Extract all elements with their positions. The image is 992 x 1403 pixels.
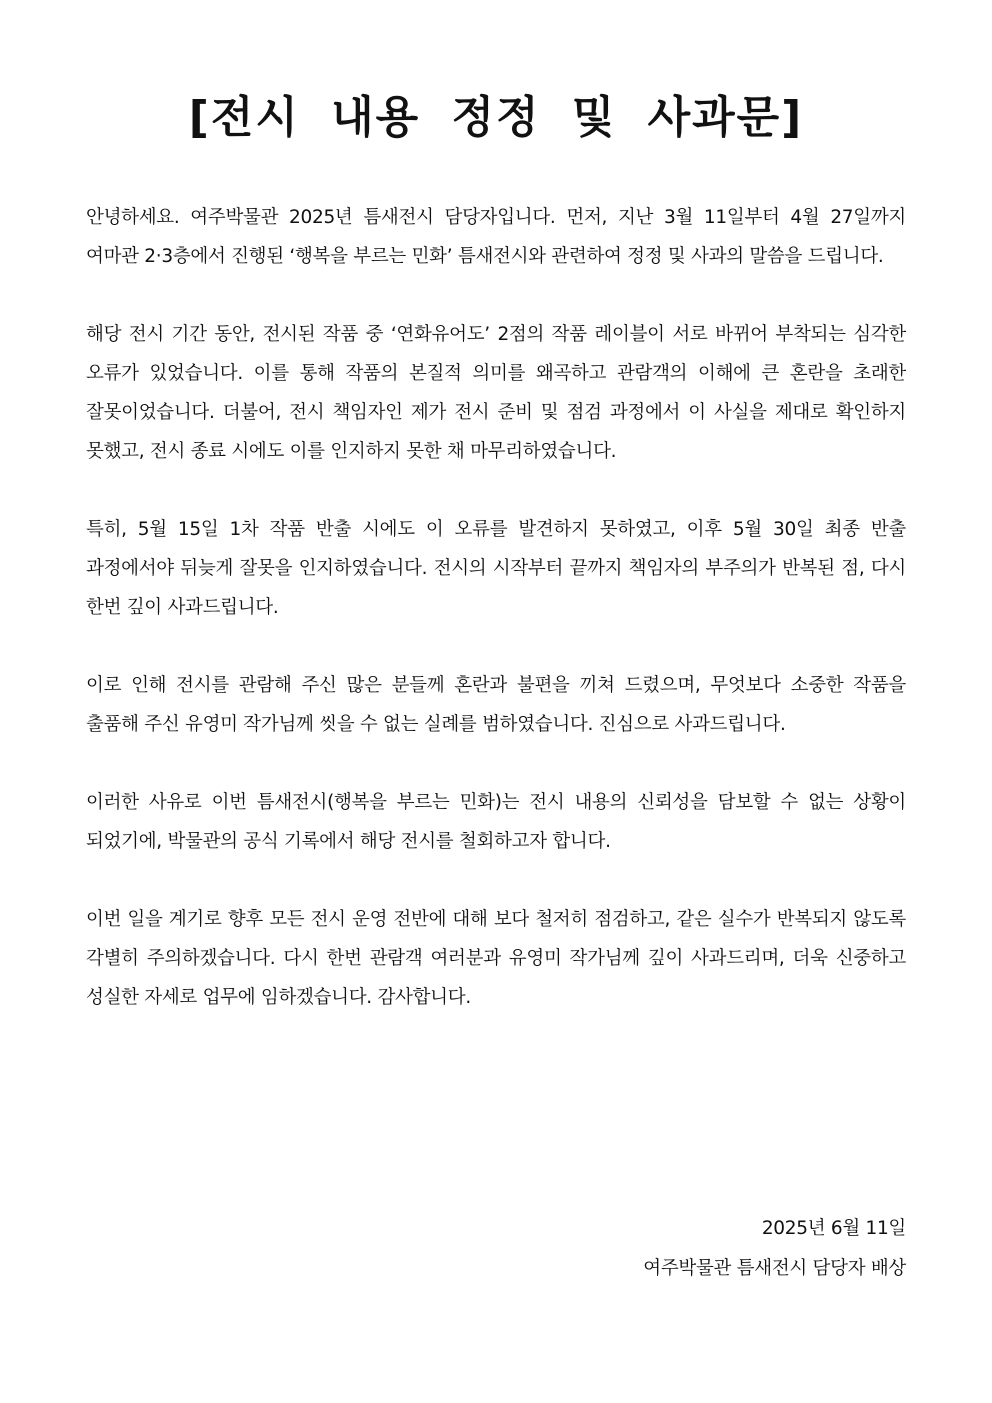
- document-page: [86, 0, 906, 1403]
- document-signature: 여주박물관 틈새전시 담당자 배상: [643, 1258, 906, 1279]
- document-date: 2025년 6월 11일: [761, 1218, 906, 1239]
- paragraph-withdrawal: 이러한 사유로 이번 틈새전시(행복을 부르는 민화)는 전시 내용의 신뢰성을 담보할 수 없는 상황이 되었기에, 박물관의 공식 기록에서 해당 전시를 철회하고자 합니다.: [86, 792, 906, 852]
- document-body: [86, 198, 906, 1056]
- paragraph-closing: 이번 일을 계기로 향후 모든 전시 운영 전반에 대해 보다 철저히 점검하고, 같은 실수가 반복되지 않도록 각별히 주의하겠습니다. 다시 한번 관람객 여러분과 유영미 작가님께 깊이 사과드리며, 더욱 신중하고 성실한 자세로 업무에 임하겠습니다. 감사합니다.: [86, 909, 906, 1008]
- page-title: [전시 내용 정정 및 사과문]: [188, 92, 804, 143]
- paragraph-greeting: 안녕하세요. 여주박물관 2025년 틈새전시 담당자입니다. 먼저, 지난 3월 11일부터 4월 27일까지 여마관 2·3층에서 진행된 ‘행복을 부르는 민화’ 틈새전시와 관련하여 정정 및 사과의 말씀을 드립니다.: [86, 207, 906, 267]
- signature-block: [86, 1209, 906, 1289]
- paragraph-error-description: 해당 전시 기간 동안, 전시된 작품 중 ‘연화유어도’ 2점의 작품 레이블이 서로 바뀌어 부착되는 심각한 오류가 있었습니다. 이를 통해 작품의 본질적 의미를 왜곡하고 관람객의 이해에 큰 혼란을 초래한 잘못이었습니다. 더불어, 전시 책임자인 제가 전시 준비 및 점검 과정에서 이 사실을 제대로 확인하지 못했고, 전시 종료 시에도 이를 인지하지 못한 채 마무리하였습니다.: [86, 324, 906, 462]
- paragraph-discovery: 특히, 5월 15일 1차 작품 반출 시에도 이 오류를 발견하지 못하였고, 이후 5월 30일 최종 반출 과정에서야 뒤늦게 잘못을 인지하였습니다. 전시의 시작부터 끝까지 책임자의 부주의가 반복된 점, 다시 한번 깊이 사과드립니다.: [86, 519, 906, 618]
- paragraph-apology: 이로 인해 전시를 관람해 주신 많은 분들께 혼란과 불편을 끼쳐 드렸으며, 무엇보다 소중한 작품을 출품해 주신 유영미 작가님께 씻을 수 없는 실례를 범하였습니다. 진심으로 사과드립니다.: [86, 675, 906, 735]
